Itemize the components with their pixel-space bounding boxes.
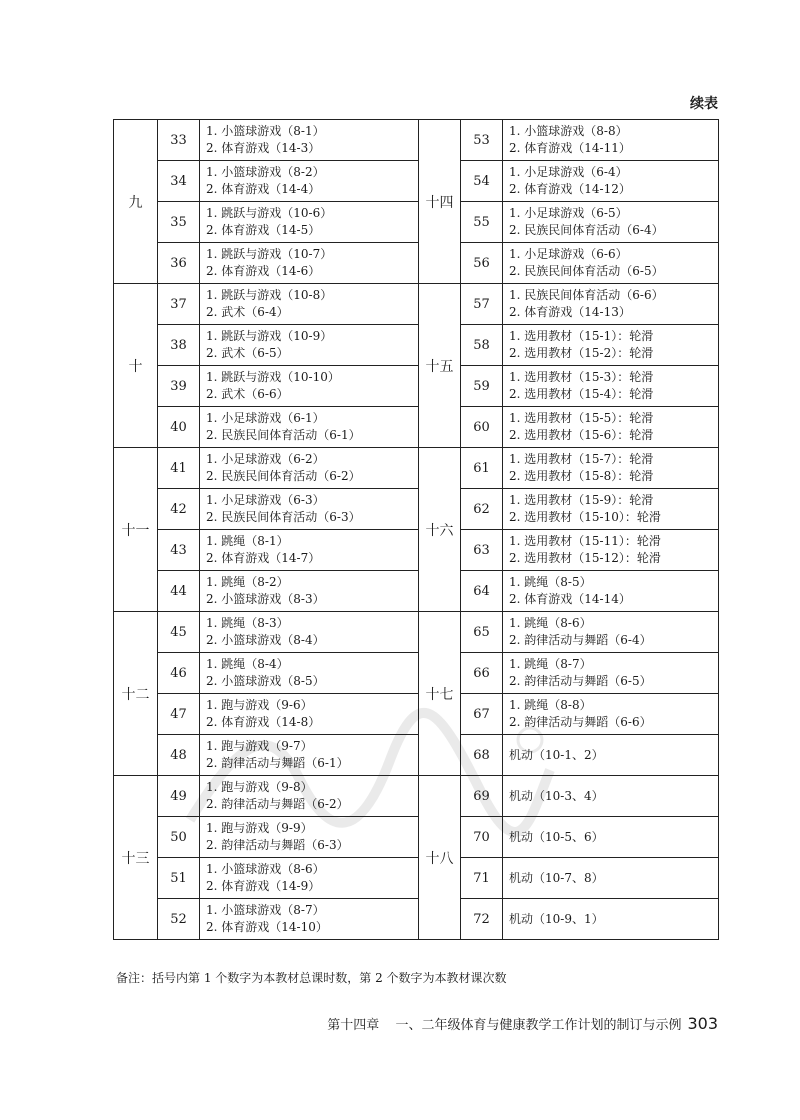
week-label: 九 [114, 120, 158, 284]
lesson-line-1: 1. 小足球游戏（6-3） [206, 493, 325, 507]
lesson-line-1: 1. 跳绳（8-4） [206, 657, 289, 671]
week-label: 十四 [419, 120, 461, 284]
table-row [114, 776, 719, 817]
lesson-line-2: 2. 选用教材（15-10）：轮滑 [509, 510, 661, 524]
lesson-content [503, 694, 719, 735]
lesson-content [200, 612, 419, 653]
lesson-content [200, 243, 419, 284]
table-row [114, 817, 719, 858]
lesson-line-2: 2. 民族民间体育活动（6-5） [509, 264, 664, 278]
lesson-content [503, 776, 719, 817]
lesson-number: 68 [461, 735, 503, 776]
lesson-line-2: 2. 韵律活动与舞蹈（6-4） [509, 633, 652, 647]
lesson-number: 71 [461, 858, 503, 899]
week-label: 十六 [419, 448, 461, 612]
lesson-number: 65 [461, 612, 503, 653]
week-label: 十五 [419, 284, 461, 448]
lesson-number: 42 [158, 489, 200, 530]
table-row [114, 202, 719, 243]
lesson-content [200, 899, 419, 940]
lesson-number: 48 [158, 735, 200, 776]
lesson-line-2: 2. 体育游戏（14-8） [206, 715, 321, 729]
lesson-line-1: 1. 小篮球游戏（8-2） [206, 165, 325, 179]
lesson-line-1: 机动（10-3、4） [509, 788, 604, 803]
lesson-line-2: 2. 体育游戏（14-7） [206, 551, 321, 565]
lesson-line-2: 2. 体育游戏（14-4） [206, 182, 321, 196]
lesson-content [200, 653, 419, 694]
week-label: 十 [114, 284, 158, 448]
lesson-content [503, 120, 719, 161]
lesson-content [200, 202, 419, 243]
lesson-line-1: 1. 小足球游戏（6-6） [509, 247, 628, 261]
lesson-line-1: 1. 民族民间体育活动（6-6） [509, 288, 664, 302]
week-label: 十二 [114, 612, 158, 776]
table-row [114, 161, 719, 202]
lesson-number: 41 [158, 448, 200, 489]
footer-section: 一、二年级体育与健康教学工作计划的制订与示例 [395, 1018, 682, 1033]
lesson-line-2: 2. 体育游戏（14-11） [509, 141, 631, 155]
lesson-line-2: 2. 体育游戏（14-9） [206, 879, 321, 893]
lesson-line-2: 2. 体育游戏（14-3） [206, 141, 321, 155]
lesson-content [503, 202, 719, 243]
schedule-table [113, 119, 719, 940]
lesson-content [503, 530, 719, 571]
table-row [114, 366, 719, 407]
lesson-line-2: 2. 选用教材（15-8）：轮滑 [509, 469, 654, 483]
lesson-content [503, 571, 719, 612]
lesson-content [503, 284, 719, 325]
lesson-content [200, 571, 419, 612]
lesson-line-1: 机动（10-1、2） [509, 747, 604, 762]
lesson-line-1: 1. 跑与游戏（9-6） [206, 698, 313, 712]
lesson-number: 56 [461, 243, 503, 284]
lesson-number: 72 [461, 899, 503, 940]
table-note: 备注：括号内第 1 个数字为本教材总课时数，第 2 个数字为本教材课次数 [116, 971, 507, 985]
lesson-line-1: 1. 跑与游戏（9-7） [206, 739, 313, 753]
lesson-line-1: 1. 跑与游戏（9-8） [206, 780, 313, 794]
lesson-number: 45 [158, 612, 200, 653]
lesson-line-1: 1. 小足球游戏（6-2） [206, 452, 325, 466]
lesson-content [200, 325, 419, 366]
lesson-line-2: 2. 小篮球游戏（8-5） [206, 674, 325, 688]
table-row [114, 735, 719, 776]
lesson-content [503, 735, 719, 776]
lesson-content [503, 243, 719, 284]
lesson-content [503, 653, 719, 694]
lesson-number: 52 [158, 899, 200, 940]
lesson-content [503, 899, 719, 940]
lesson-number: 62 [461, 489, 503, 530]
lesson-line-1: 1. 小篮球游戏（8-8） [509, 124, 628, 138]
lesson-line-1: 1. 选用教材（15-9）：轮滑 [509, 493, 654, 507]
table-row [114, 448, 719, 489]
lesson-content [503, 612, 719, 653]
lesson-line-2: 2. 韵律活动与舞蹈（6-5） [509, 674, 652, 688]
lesson-line-1: 1. 小篮球游戏（8-7） [206, 903, 325, 917]
lesson-line-1: 1. 跳跃与游戏（10-8） [206, 288, 333, 302]
continued-label: 续表 [690, 96, 718, 112]
table-row [114, 407, 719, 448]
lesson-number: 37 [158, 284, 200, 325]
lesson-line-1: 1. 跑与游戏（9-9） [206, 821, 313, 835]
lesson-number: 34 [158, 161, 200, 202]
table-row [114, 612, 719, 653]
lesson-line-2: 2. 选用教材（15-2）：轮滑 [509, 346, 654, 360]
lesson-content [200, 530, 419, 571]
lesson-number: 63 [461, 530, 503, 571]
table-row [114, 243, 719, 284]
table-row [114, 899, 719, 940]
lesson-line-1: 机动（10-5、6） [509, 829, 604, 844]
lesson-line-2: 2. 小篮球游戏（8-3） [206, 592, 325, 606]
lesson-line-2: 2. 韵律活动与舞蹈（6-3） [206, 838, 349, 852]
lesson-content [200, 448, 419, 489]
lesson-line-2: 2. 民族民间体育活动（6-4） [509, 223, 664, 237]
lesson-content [200, 858, 419, 899]
table-row [114, 694, 719, 735]
page-number: 303 [687, 1014, 718, 1033]
lesson-number: 58 [461, 325, 503, 366]
lesson-line-2: 2. 韵律活动与舞蹈（6-2） [206, 797, 349, 811]
lesson-number: 40 [158, 407, 200, 448]
lesson-number: 38 [158, 325, 200, 366]
lesson-line-2: 2. 体育游戏（14-12） [509, 182, 631, 196]
table-row [114, 120, 719, 161]
lesson-content [200, 366, 419, 407]
week-label: 十七 [419, 612, 461, 776]
lesson-content [200, 735, 419, 776]
lesson-line-1: 1. 小足球游戏（6-1） [206, 411, 325, 425]
lesson-line-1: 1. 小足球游戏（6-5） [509, 206, 628, 220]
lesson-line-2: 2. 武术（6-4） [206, 305, 289, 319]
lesson-line-1: 1. 跳绳（8-6） [509, 616, 592, 630]
footer-chapter: 第十四章 [327, 1018, 380, 1033]
lesson-line-1: 1. 跳绳（8-3） [206, 616, 289, 630]
lesson-content [503, 858, 719, 899]
lesson-line-2: 2. 民族民间体育活动（6-2） [206, 469, 361, 483]
table-row [114, 284, 719, 325]
week-label: 十一 [114, 448, 158, 612]
lesson-line-1: 1. 跳跃与游戏（10-6） [206, 206, 333, 220]
lesson-number: 67 [461, 694, 503, 735]
table-row [114, 325, 719, 366]
lesson-line-2: 2. 体育游戏（14-10） [206, 920, 328, 934]
lesson-number: 43 [158, 530, 200, 571]
lesson-number: 70 [461, 817, 503, 858]
lesson-number: 60 [461, 407, 503, 448]
lesson-line-1: 1. 跳绳（8-1） [206, 534, 289, 548]
lesson-line-2: 2. 选用教材（15-6）：轮滑 [509, 428, 654, 442]
lesson-number: 66 [461, 653, 503, 694]
lesson-number: 57 [461, 284, 503, 325]
lesson-number: 50 [158, 817, 200, 858]
lesson-number: 49 [158, 776, 200, 817]
lesson-line-2: 2. 体育游戏（14-6） [206, 264, 321, 278]
lesson-line-1: 1. 选用教材（15-5）：轮滑 [509, 411, 654, 425]
week-label: 十三 [114, 776, 158, 940]
lesson-number: 35 [158, 202, 200, 243]
table-row [114, 858, 719, 899]
lesson-number: 55 [461, 202, 503, 243]
lesson-content [200, 407, 419, 448]
lesson-content [503, 489, 719, 530]
table-row [114, 653, 719, 694]
lesson-line-2: 2. 韵律活动与舞蹈（6-1） [206, 756, 349, 770]
lesson-number: 54 [461, 161, 503, 202]
lesson-number: 53 [461, 120, 503, 161]
lesson-content [200, 694, 419, 735]
lesson-content [200, 284, 419, 325]
lesson-content [503, 407, 719, 448]
lesson-content [200, 161, 419, 202]
lesson-line-2: 2. 体育游戏（14-14） [509, 592, 631, 606]
lesson-line-1: 1. 跳绳（8-5） [509, 575, 592, 589]
table-row [114, 489, 719, 530]
lesson-line-1: 1. 小篮球游戏（8-1） [206, 124, 325, 138]
lesson-line-2: 2. 民族民间体育活动（6-1） [206, 428, 361, 442]
table-row [114, 571, 719, 612]
lesson-line-2: 2. 民族民间体育活动（6-3） [206, 510, 361, 524]
lesson-line-2: 2. 选用教材（15-4）：轮滑 [509, 387, 654, 401]
lesson-number: 51 [158, 858, 200, 899]
lesson-content [200, 817, 419, 858]
lesson-line-2: 2. 韵律活动与舞蹈（6-6） [509, 715, 652, 729]
lesson-number: 39 [158, 366, 200, 407]
lesson-line-1: 1. 跳跃与游戏（10-10） [206, 370, 340, 384]
lesson-line-2: 2. 体育游戏（14-5） [206, 223, 321, 237]
lesson-number: 44 [158, 571, 200, 612]
table-row [114, 530, 719, 571]
lesson-line-1: 1. 小篮球游戏（8-6） [206, 862, 325, 876]
lesson-content [503, 366, 719, 407]
lesson-number: 69 [461, 776, 503, 817]
lesson-line-1: 机动（10-9、1） [509, 911, 604, 926]
lesson-number: 64 [461, 571, 503, 612]
lesson-number: 33 [158, 120, 200, 161]
lesson-number: 36 [158, 243, 200, 284]
lesson-line-1: 1. 跳绳（8-8） [509, 698, 592, 712]
lesson-line-1: 机动（10-7、8） [509, 870, 604, 885]
lesson-number: 61 [461, 448, 503, 489]
lesson-content [200, 120, 419, 161]
lesson-content [503, 817, 719, 858]
lesson-line-1: 1. 选用教材（15-7）：轮滑 [509, 452, 654, 466]
lesson-number: 46 [158, 653, 200, 694]
page-footer [327, 1014, 718, 1033]
lesson-line-1: 1. 选用教材（15-1）：轮滑 [509, 329, 654, 343]
lesson-line-1: 1. 小足球游戏（6-4） [509, 165, 628, 179]
lesson-line-2: 2. 武术（6-6） [206, 387, 289, 401]
lesson-line-2: 2. 选用教材（15-12）：轮滑 [509, 551, 661, 565]
lesson-content [200, 489, 419, 530]
lesson-content [503, 161, 719, 202]
lesson-line-2: 2. 小篮球游戏（8-4） [206, 633, 325, 647]
lesson-line-1: 1. 跳跃与游戏（10-7） [206, 247, 333, 261]
lesson-line-1: 1. 选用教材（15-11）：轮滑 [509, 534, 661, 548]
lesson-line-1: 1. 跳绳（8-7） [509, 657, 592, 671]
lesson-line-1: 1. 跳跃与游戏（10-9） [206, 329, 333, 343]
lesson-line-2: 2. 体育游戏（14-13） [509, 305, 631, 319]
lesson-content [503, 325, 719, 366]
lesson-number: 47 [158, 694, 200, 735]
lesson-line-2: 2. 武术（6-5） [206, 346, 289, 360]
lesson-content [503, 448, 719, 489]
lesson-content [200, 776, 419, 817]
lesson-number: 59 [461, 366, 503, 407]
lesson-line-1: 1. 跳绳（8-2） [206, 575, 289, 589]
lesson-line-1: 1. 选用教材（15-3）：轮滑 [509, 370, 654, 384]
week-label: 十八 [419, 776, 461, 940]
